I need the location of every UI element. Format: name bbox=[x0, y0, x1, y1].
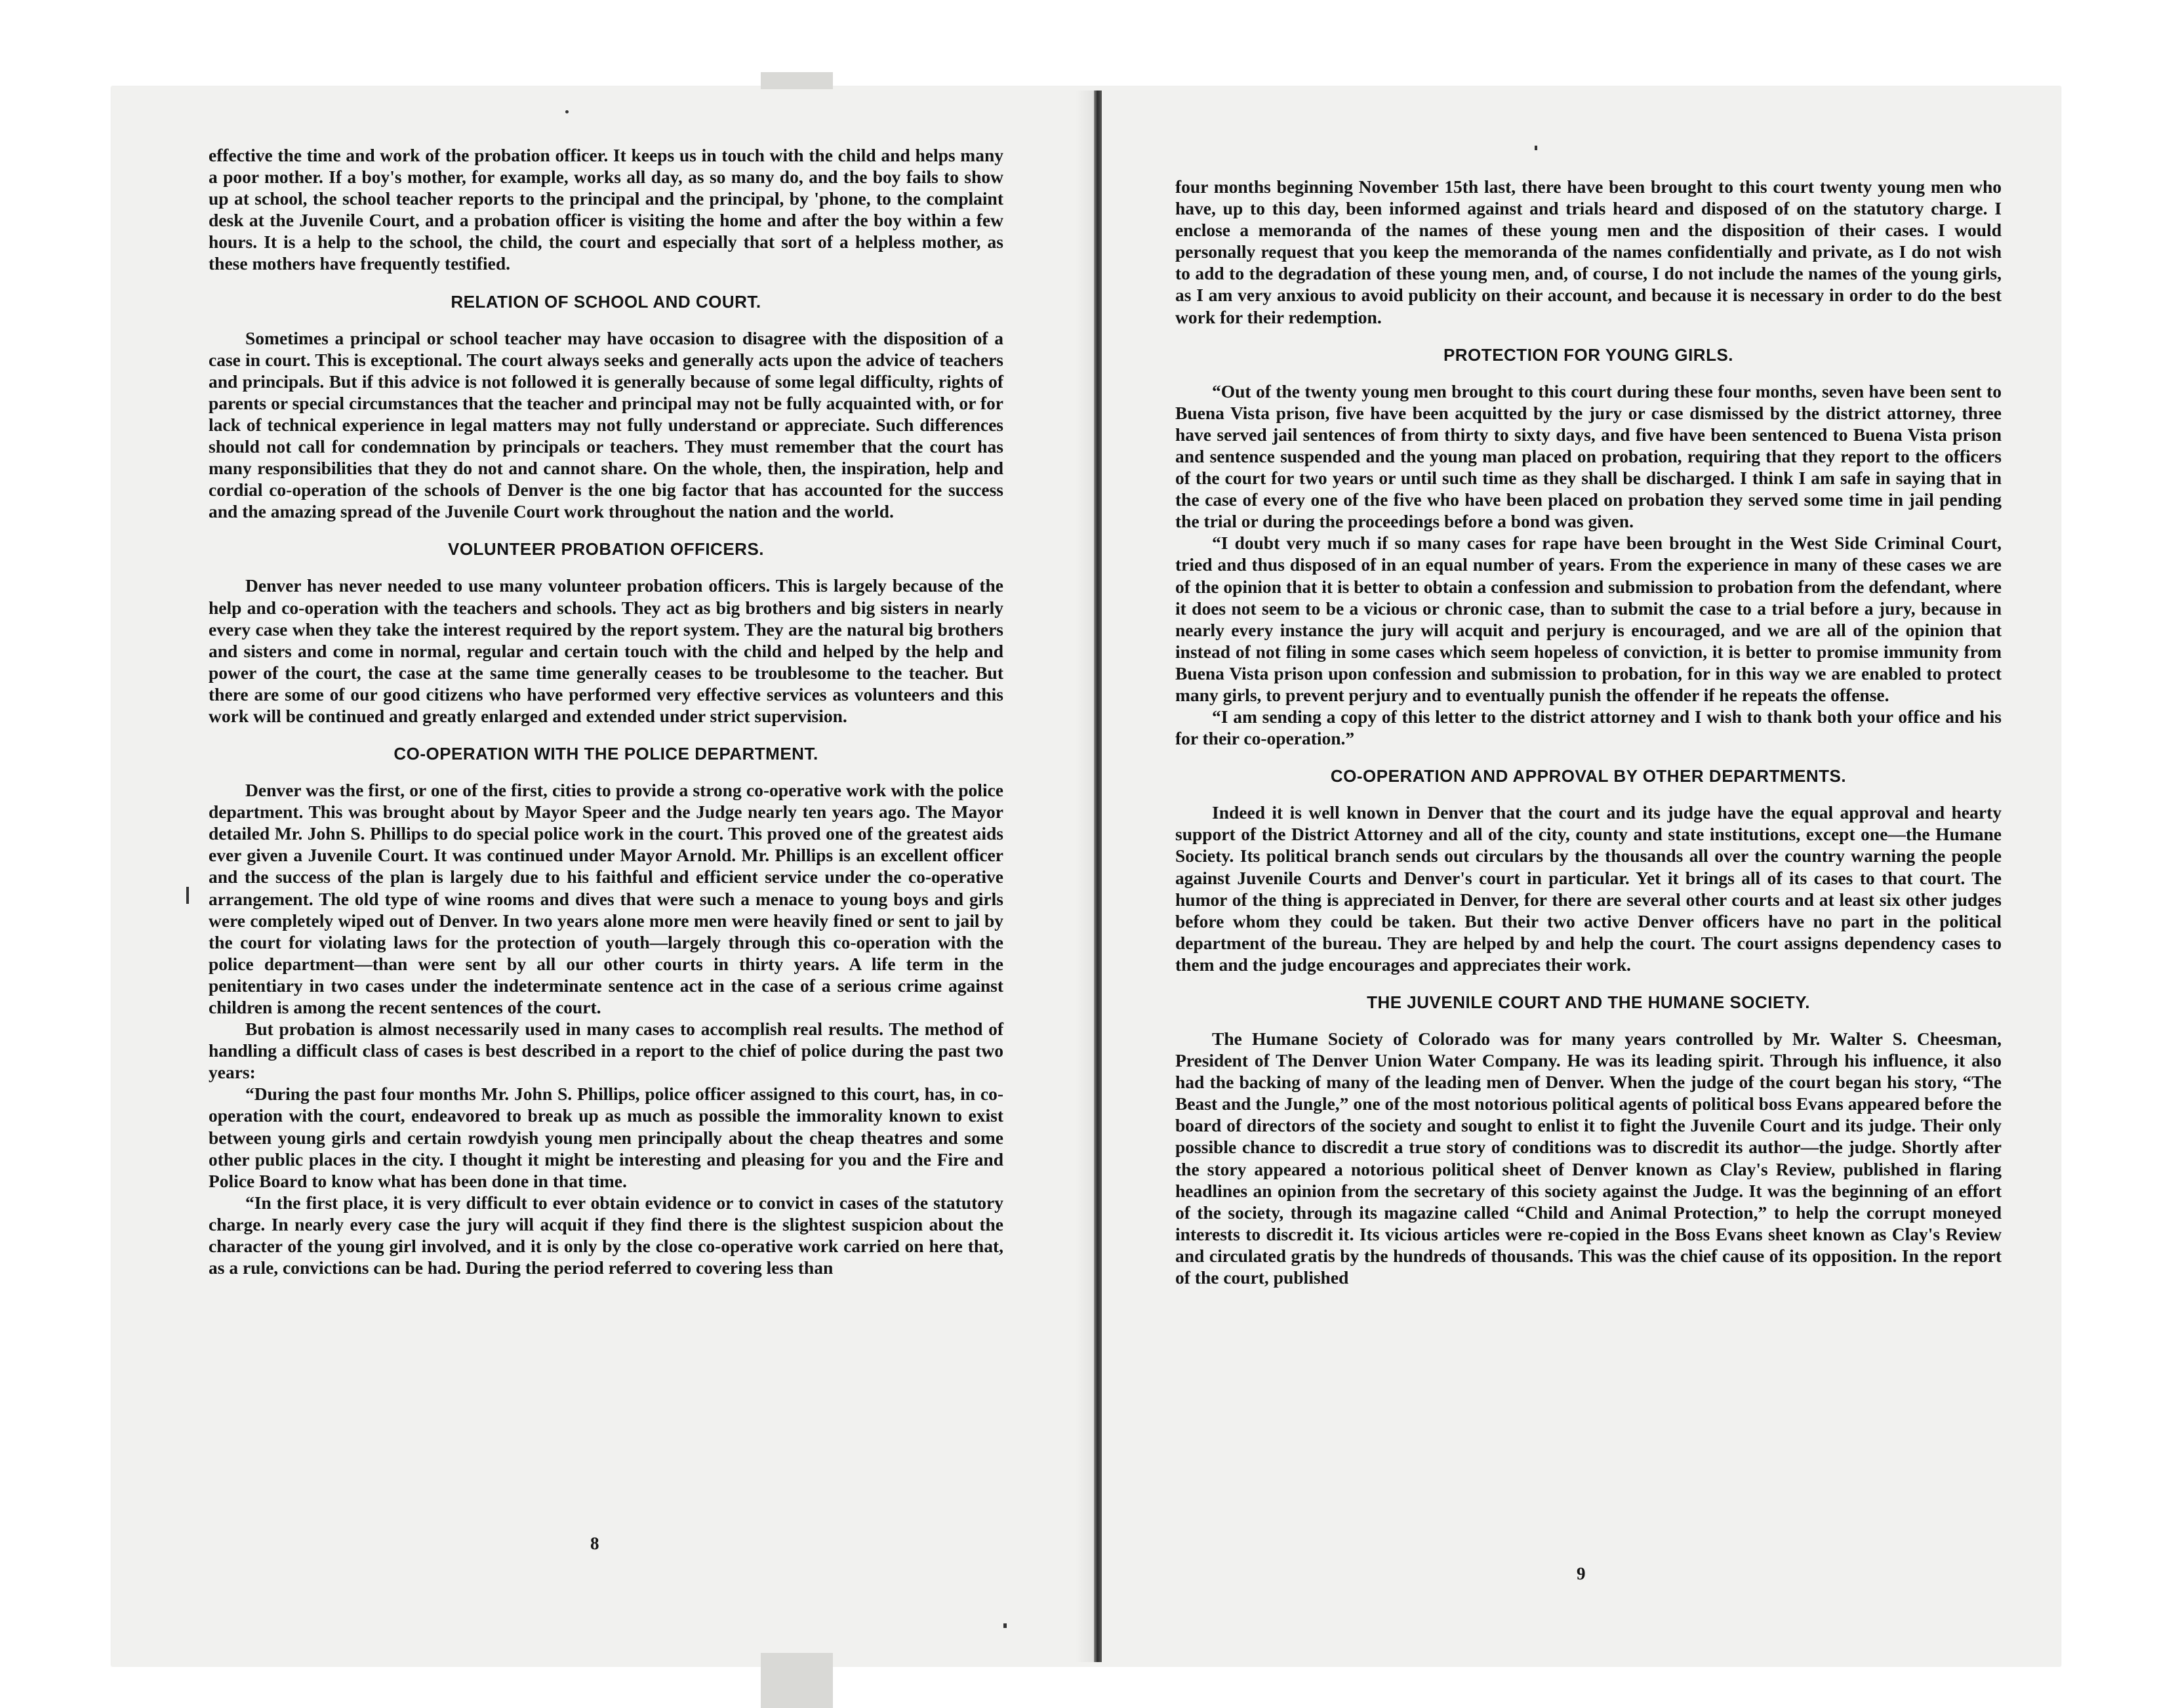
right-page bbox=[1175, 176, 2002, 1288]
paragraph: Sometimes a principal or school teacher may have occasion to disagree with the disposition of a case in court. This is exceptional. The court always seeks and generally acts upon the advice of teachers and principals. But if this advice is not followed it is generally because of some legal difficulty, rights of parents or special circumstances that the teacher and principal may not be fully acquainted with, or for lack of technical experience in legal matters may not fully understand or appreciate. Such differences should not call for condemnation by principals or teachers. They must remember that the court has many responsibilities that they do not and cannot share. On the whole, then, the inspiration, help and cordial co-operation of the schools of Denver is the one big factor that has accounted for the success and the amazing spread of the Juvenile Court work throughout the nation and the world. bbox=[209, 327, 1003, 522]
book-gutter bbox=[1094, 91, 1102, 1662]
scan-speck bbox=[1535, 146, 1537, 150]
page-number: 8 bbox=[590, 1534, 599, 1553]
scan-speck bbox=[186, 887, 189, 904]
paragraph: Denver has never needed to use many volunteer probation officers. This is largely because of the help and co-operation with the teachers and schools. They act as big brothers and big sisters in nearly every case when they take the interest required by the report system. They are the natural big brothers and sisters and come in normal, regular and certain touch with the child and helped by the help and power of the court, the case at the same time generally ceases to be troublesome to the teacher. But there are some of our good citizens who have performed very effective services as volunteers and this work will be continued and greatly enlarged and extended under strict supervision. bbox=[209, 575, 1003, 726]
gutter-shadow bbox=[1076, 91, 1094, 1662]
section-heading: VOLUNTEER PROBATION OFFICERS. bbox=[447, 539, 765, 559]
paragraph: Denver was the first, or one of the first, cities to provide a strong co-operative work with the police department. This was brought about by Mayor Speer and the Judge nearly ten years ago. The Mayor detailed Mr. John S. Phillips to do special police work in the court. This proved one of the greatest aids ever given a Juvenile Court. It was continued under Mayor Arnold. Mr. Phillips is an excellent officer and the success of the plan is largely due to his faithful and efficient service under the co-operative arrangement. The old type of wine rooms and dives that were such a menace to young boys and girls were completely wiped out of Denver. In two years alone more men were heavily fined or sent to jail by the court for violating laws for the protection of youth—largely through this co-operation with the police department—than were sent by all our other courts in thirty years. A life term in the penitentiary in two cases under the indeterminate sentence act in the case of a serious crime against children is among the recent sentences of the court. bbox=[209, 780, 1003, 1017]
paragraph: “I am sending a copy of this letter to the district attorney and I wish to thank both your office and his for their co-operation.” bbox=[1175, 706, 2002, 749]
section-heading: CO-OPERATION WITH THE POLICE DEPARTMENT. bbox=[393, 744, 818, 764]
section-heading: PROTECTION FOR YOUNG GIRLS. bbox=[1443, 344, 1734, 365]
paragraph: “In the first place, it is very difficult to ever obtain evidence or to convict in cases of the statutory charge. In nearly every case the jury will acquit if they find there is the slightest suspicion about the character of the young girl involved, and it is only by the close co-operative work carried on here that, as a rule, convictions can be had. During the period referred to covering less than bbox=[209, 1192, 1003, 1278]
paragraph: “I doubt very much if so many cases for rape have been brought in the West Side Criminal Court, tried and thus disposed of in an equal number of years. From the experience in many of these cases we are of the opinion that it is better to obtain a confession and submission to probation from the defendant, where it does not seem to be a vicious or chronic case, than to submit the case to a trial before a jury, because in nearly every instance the jury will acquit and perjury is encouraged, and we are all of the opinion that instead of not filing in some cases which seem hopeless of conviction, it is better to promise immunity from Buena Vista prison upon confession and submission to probation, for in this way we are enabled to protect many girls, to prevent perjury and to eventually punish the offender if he repeats the offense. bbox=[1175, 533, 2002, 705]
paragraph: four months beginning November 15th last, there have been brought to this court twenty young men who have, up to this day, been informed against and trials heard and disposed of on the statutory charge. I enclose a memoranda of the names of these young men and the disposition of their cases. I would personally request that you keep the memoranda of the names confidentially and private, as I do not wish to add to the degradation of these young men, and, of course, I do not include the names of the young girls, as I am very anxious to avoid publicity on their account, and because it is necessary in order to do the best work for their redemption. bbox=[1175, 176, 2002, 327]
scan-speck bbox=[1003, 1623, 1007, 1628]
binding-tab-bottom bbox=[761, 1653, 833, 1708]
paragraph: “During the past four months Mr. John S. Phillips, police officer assigned to this court, has, in co-operation with the court, endeavored to break up as much as possible the immorality known to exist between young girls and certain rowdyish young men principally about the cheap theatres and some other public places in the city. I thought it might be interesting and pleasing for you and the Fire and Police Board to know what has been done in that time. bbox=[209, 1084, 1003, 1191]
section-heading: RELATION OF SCHOOL AND COURT. bbox=[451, 291, 761, 312]
paragraph: Indeed it is well known in Denver that the court and its judge have the equal approval and hearty support of the District Attorney and all of the city, county and state institutions, except one—the Humane Society. Its political branch sends out circulars by the thousands all over the country warning the people against Juvenile Courts and Denver's court in particular. Yet it brings all of its cases to that court. The humor of the thing is appreciated in Denver, for there are several other courts and at least six other judges before whom they could be taken. But their two active Denver officers have no part in the political department of the bureau. They are helped by and help the court. The court assigns dependency cases to them and the judge encourages and appreciates their work. bbox=[1175, 802, 2002, 975]
paragraph: “Out of the twenty young men brought to this court during these four months, seven have been sent to Buena Vista prison, five have been acquitted by the jury or case dismissed by the district attorney, three have served jail sentences of from thirty to sixty days, and five have been sentenced to Buena Vista prison and sentence suspended and the young man placed on probation, requiring that they report to the officers of the court for two years or until such time as they shall be discharged. I think I am safe in saying that in the case of every one of the five who have been placed on probation they served some time in jail pending the trial or during the proceedings before a bond was given. bbox=[1175, 380, 2002, 532]
binding-tab-top bbox=[761, 72, 833, 89]
section-heading: CO-OPERATION AND APPROVAL BY OTHER DEPARTMENTS. bbox=[1330, 766, 1847, 786]
page-number: 9 bbox=[1577, 1564, 1586, 1583]
left-page bbox=[209, 144, 1003, 1278]
section-heading: THE JUVENILE COURT AND THE HUMANE SOCIETY. bbox=[1367, 992, 1810, 1012]
paragraph: The Humane Society of Colorado was for many years controlled by Mr. Walter S. Cheesman, President of The Denver Union Water Company. He was its leading spirit. Through his influence, it also had the backing of many of the leading men of Denver. When the judge of the court began his story, “The Beast and the Jungle,” one of the most notorious political agents of political boss Evans appeared before the board of directors of the society and sought to enlist it to fight the Juvenile Court and its judge. Their only possible chance to discredit a true story of conditions was to discredit its author—the judge. Shortly after the story appeared a notorious political sheet of Denver known as Clay's Review, published in flaring headlines an opinion from the secretary of this society against the Judge. It was the beginning of an effort of the society, through its magazine called “Child and Animal Protection,” to help the corrupt moneyed interests to discredit it. Its vicious articles were re-copied in the Boss Evans sheet known as Clay's Review and circulated gratis by the hundreds of thousands. This was the chief cause of its opposition. In the report of the court, published bbox=[1175, 1028, 2002, 1288]
paragraph: effective the time and work of the probation officer. It keeps us in touch with the child and helps many a poor mother. If a boy's mother, for example, works all day, as so many do, and the boy fails to show up at school, the school teacher reports to the principal and the principal, by 'phone, to the complaint desk at the Juvenile Court, and a probation officer is visiting the home and after the boy within a few hours. It is a help to the school, the child, the court and especially that sort of a helpless mother, as these mothers have frequently testified. bbox=[209, 145, 1003, 274]
scan-speck bbox=[565, 110, 569, 113]
paragraph: But probation is almost necessarily used in many cases to accomplish real results. The method of handling a difficult class of cases is best described in a report to the chief of police during the past two years: bbox=[209, 1019, 1003, 1083]
